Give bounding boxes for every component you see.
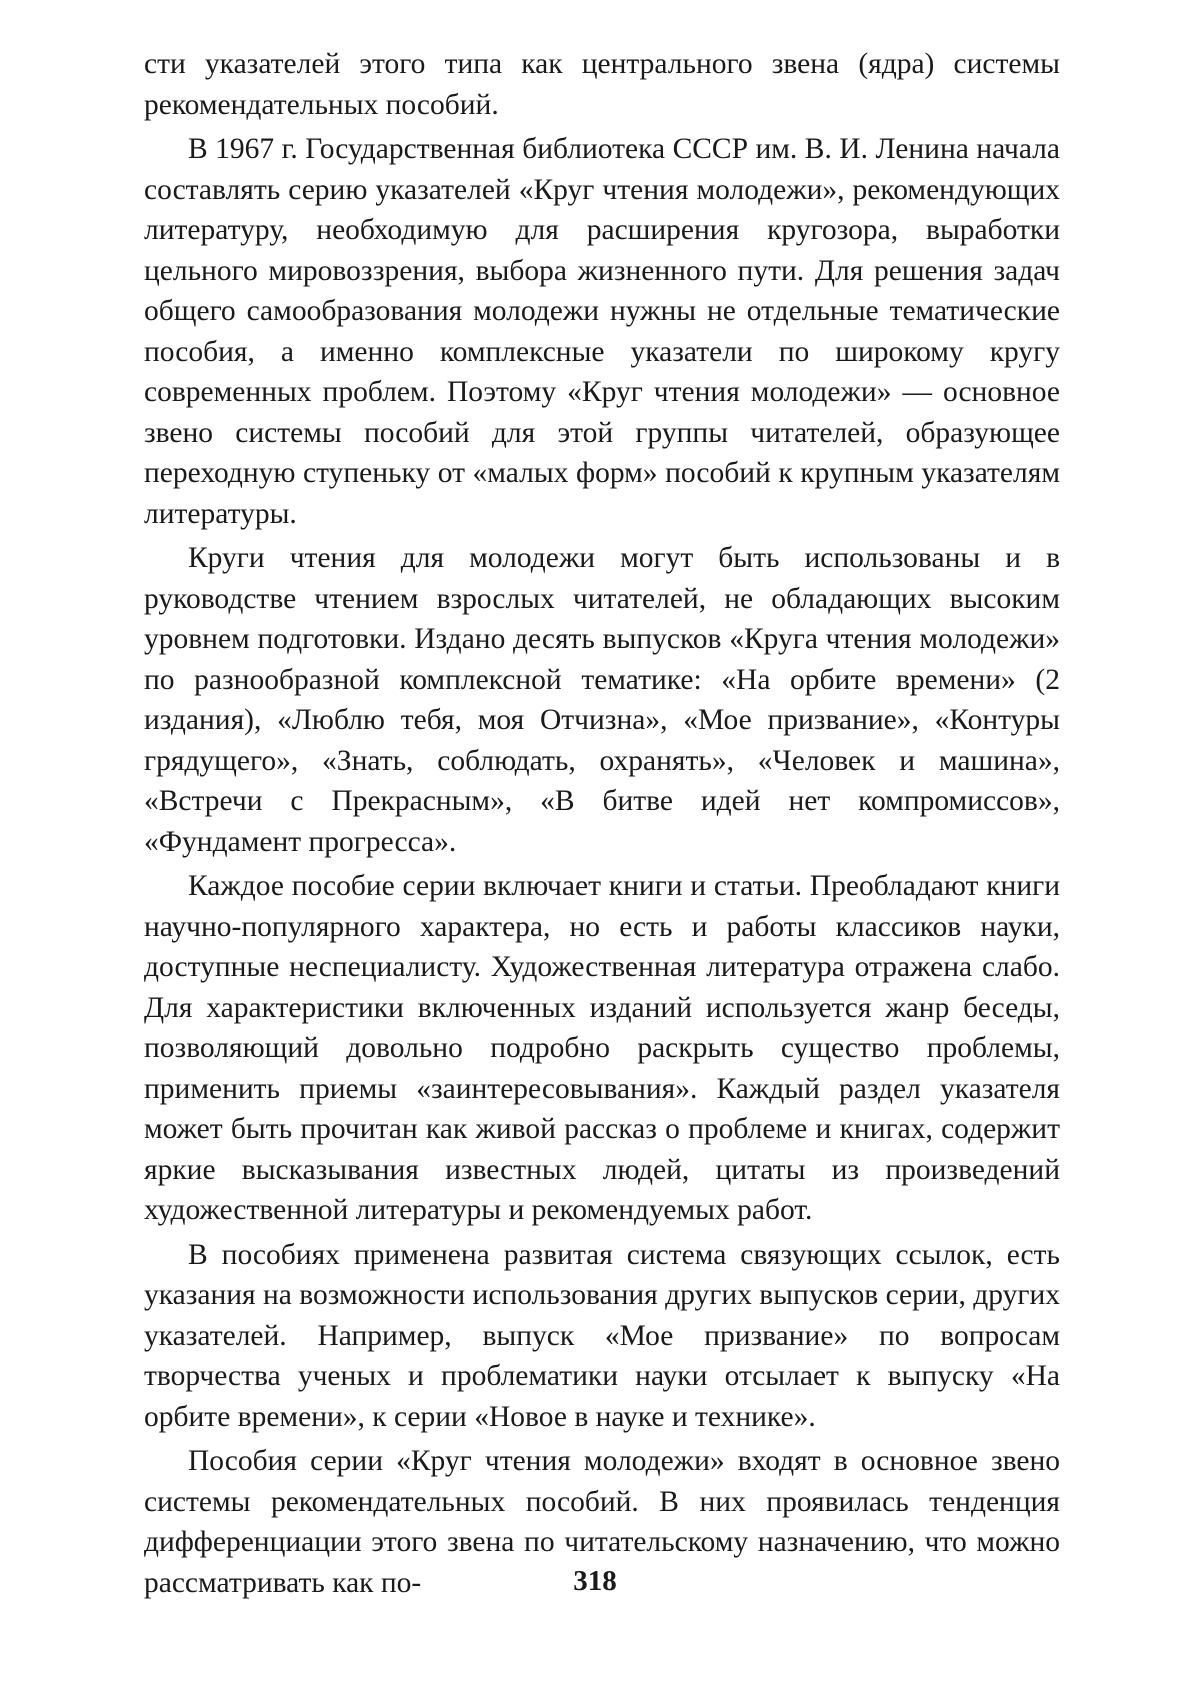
page-number: 318 — [573, 1565, 617, 1597]
paragraph-2: В 1967 г. Государственная библиотека СССР им. В. И. Ленина начала составлять серию указателей «Круг чтения молодежи», рекомендующих литературу, необходимую для расширения кругозора, выработки цельного мировоззрения, выбора жизненного пути. Для решения задач общего самообразования молодежи нужны не отдельные тематические пособия, а именно комплексные указатели по широкому кругу современных проблем. Поэтому «Круг чтения молодежи» — основное звено системы пособий для этой группы читателей, образующее переходную ступеньку от «малых форм» пособий к крупным указателям литературы. — [144, 133, 1060, 530]
paragraph-6: Пособия серии «Круг чтения молодежи» входят в основное звено системы рекомендательных пособий. В них проявилась тенденция дифференциации этого звена по читательскому назначению, что можно рассматривать как по- — [144, 1445, 1060, 1599]
paragraph-5: В пособиях применена развитая система связующих ссылок, есть указания на возможности использования других выпусков серии, других указателей. Например, выпуск «Мое призвание» по вопросам творчества ученых и проблематики науки отсылает к выпуску «На орбите времени», к серии «Новое в науке и технике». — [144, 1238, 1060, 1433]
page-body — [144, 44, 1060, 1603]
paragraph-3: Круги чтения для молодежи могут быть использованы и в руководстве чтением взрослых читателей, не обладающих высоким уровнем подготовки. Издано десять выпусков «Круга чтения молодежи» по разнообразной комплексной тематике: «На орбите времени» (2 издания), «Люблю тебя, моя Отчизна», «Мое призвание», «Контуры грядущего», «Знать, соблюдать, охранять», «Человек и машина», «Встречи с Прекрасным», «В битве идей нет компромиссов», «Фундамент прогресса». — [144, 542, 1060, 858]
paragraph-4: Каждое пособие серии включает книги и статьи. Преобладают книги научно-популярного характера, но есть и работы классиков науки, доступные неспециалисту. Художественная литература отражена слабо. Для характеристики включенных изданий используется жанр беседы, позволяющий довольно подробно раскрыть существо проблемы, применить приемы «заинтересовывания». Каждый раздел указателя может быть прочитан как живой рассказ о проблеме и книгах, содержит яркие высказывания известных людей, цитаты из произведений художественной литературы и рекомендуемых работ. — [144, 870, 1060, 1226]
paragraph-1: сти указателей этого типа как центрального звена (ядра) системы рекомендательных пособий. — [144, 48, 1060, 121]
